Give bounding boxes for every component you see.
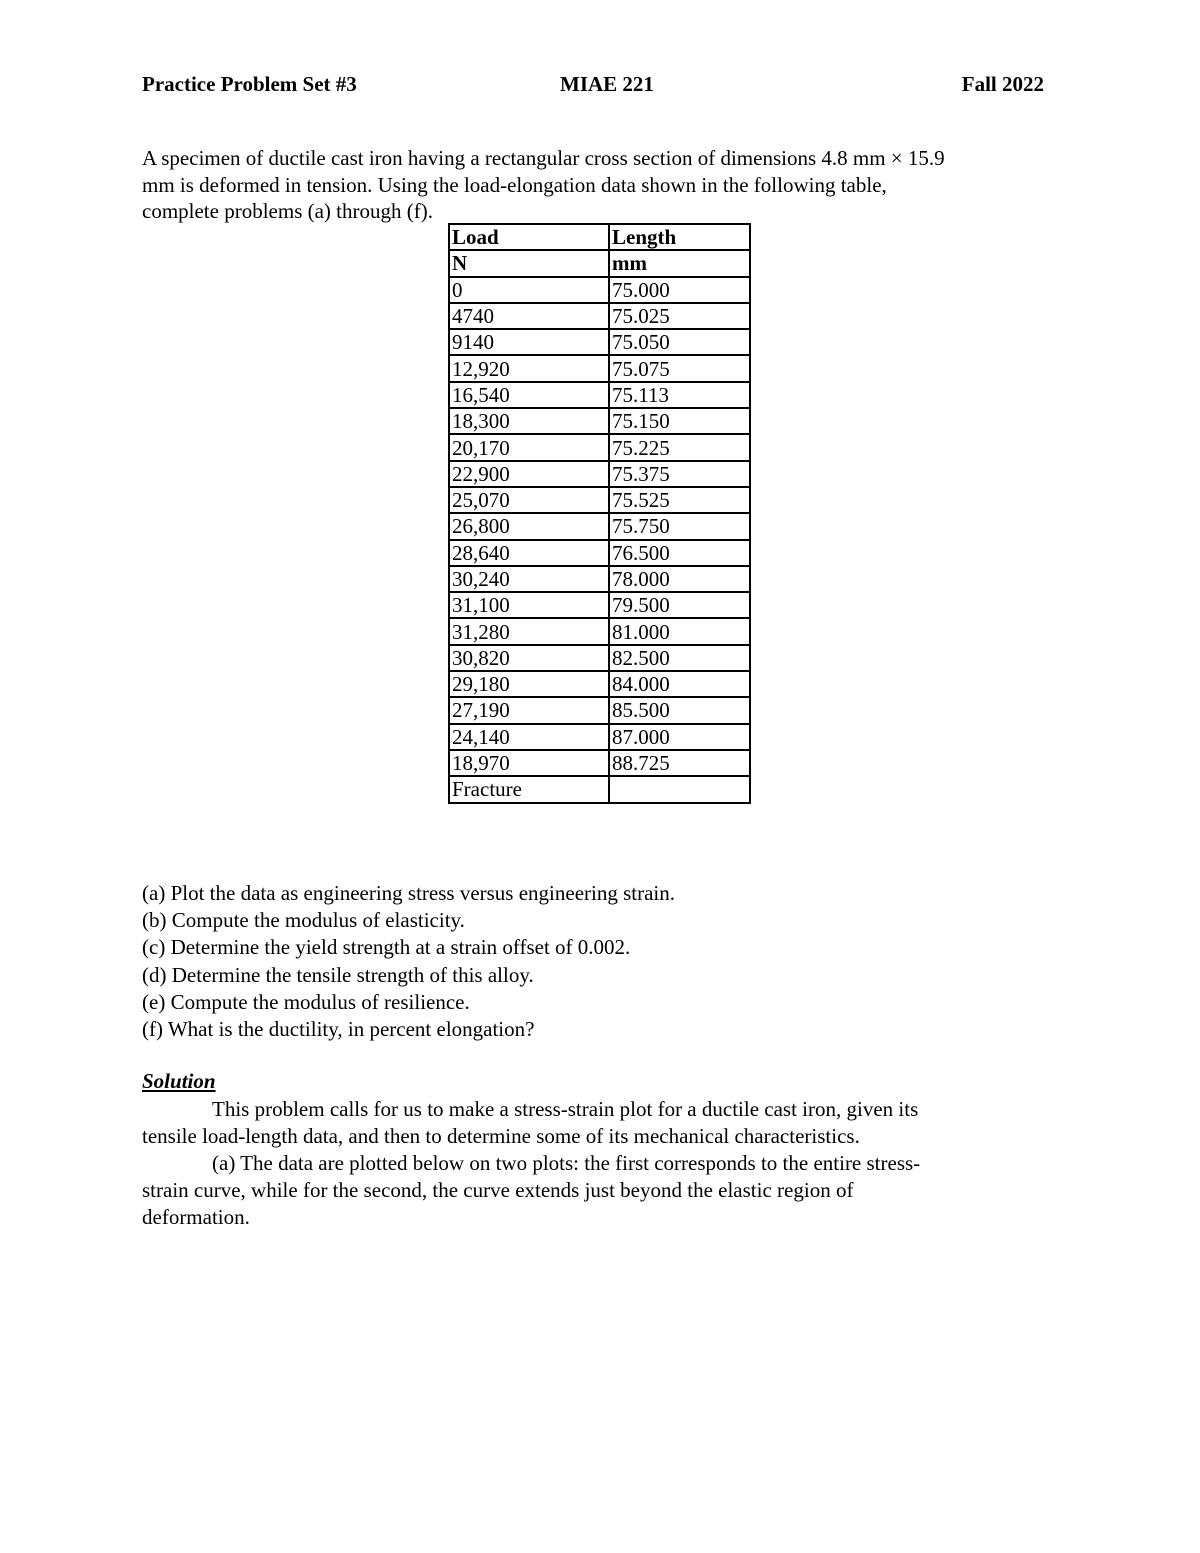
load-cell: 26,800 (449, 513, 609, 539)
solution-line: deformation. (142, 1205, 250, 1229)
table-row (449, 645, 750, 671)
load-cell: 30,240 (449, 566, 609, 592)
unit-load: N (449, 250, 609, 276)
problem-line: mm is deformed in tension. Using the load-elongation data shown in the following table, (142, 172, 887, 197)
length-cell: 75.075 (609, 355, 750, 381)
question-label: (e) (142, 989, 166, 1014)
question-item (142, 962, 675, 989)
table-row (449, 671, 750, 697)
length-cell: 78.000 (609, 566, 750, 592)
load-cell: 30,820 (449, 645, 609, 671)
load-cell: 25,070 (449, 487, 609, 513)
question-label: (b) (142, 908, 167, 933)
table-units-row (449, 250, 750, 276)
table-row (449, 750, 750, 776)
question-text: Compute the modulus of elasticity. (166, 908, 465, 933)
page-header (142, 72, 1044, 100)
table-row (449, 408, 750, 434)
question-item (142, 907, 675, 934)
length-cell: 75.113 (609, 382, 750, 408)
solution-line: tensile load-length data, and then to determine some of its mechanical characteristics. (142, 1124, 860, 1148)
solution-title: Solution (142, 1069, 216, 1093)
table-row (449, 776, 750, 802)
table-row (449, 329, 750, 355)
length-cell: 75.025 (609, 303, 750, 329)
length-cell (609, 776, 750, 802)
table-row (449, 487, 750, 513)
question-text: Plot the data as engineering stress versus engineering strain. (165, 881, 676, 905)
question-label: (f) (142, 1017, 163, 1042)
table-row (449, 697, 750, 723)
load-cell: 31,100 (449, 592, 609, 618)
table-row (449, 303, 750, 329)
question-text: Determine the yield strength at a strain offset of 0.002. (165, 935, 631, 960)
length-cell: 75.000 (609, 277, 750, 303)
question-item (142, 880, 675, 907)
length-cell: 87.000 (609, 724, 750, 750)
solution-line: This problem calls for us to make a stress-strain plot for a ductile cast iron, given its (212, 1097, 919, 1121)
length-cell: 79.500 (609, 592, 750, 618)
length-cell: 75.750 (609, 513, 750, 539)
table-row (449, 277, 750, 303)
load-cell: 0 (449, 277, 609, 303)
load-cell: 4740 (449, 303, 609, 329)
question-label: (a) (142, 881, 166, 905)
length-cell: 75.225 (609, 434, 750, 460)
load-cell: 24,140 (449, 724, 609, 750)
table-row (449, 592, 750, 618)
table-row (449, 618, 750, 644)
header-term: Fall 2022 (961, 72, 1044, 96)
load-cell: 27,190 (449, 697, 609, 723)
load-cell: 22,900 (449, 461, 609, 487)
solution-text (142, 1096, 1052, 1231)
question-text: Compute the modulus of resilience. (165, 989, 470, 1014)
load-length-table (448, 223, 751, 804)
load-cell: Fracture (449, 776, 609, 802)
solution-line: strain curve, while for the second, the curve extends just beyond the elastic region of (142, 1178, 854, 1202)
question-item (142, 934, 675, 961)
table-row (449, 355, 750, 381)
length-cell: 84.000 (609, 671, 750, 697)
load-cell: 29,180 (449, 671, 609, 697)
length-cell: 82.500 (609, 645, 750, 671)
unit-length: mm (609, 250, 750, 276)
load-cell: 16,540 (449, 382, 609, 408)
length-cell: 85.500 (609, 697, 750, 723)
table-row (449, 540, 750, 566)
table-row (449, 461, 750, 487)
problem-line: A specimen of ductile cast iron having a rectangular cross section of dimensions 4.8 mm × 15.9 (142, 146, 945, 170)
length-cell: 81.000 (609, 618, 750, 644)
header-course: MIAE 221 (560, 72, 654, 96)
table-row (449, 513, 750, 539)
table-row (449, 382, 750, 408)
load-cell: 20,170 (449, 434, 609, 460)
load-cell: 18,300 (449, 408, 609, 434)
load-cell: 31,280 (449, 618, 609, 644)
length-cell: 75.050 (609, 329, 750, 355)
load-cell: 28,640 (449, 540, 609, 566)
table-row (449, 566, 750, 592)
header-load: Load (449, 224, 609, 250)
length-cell: 75.375 (609, 461, 750, 487)
problem-line: complete problems (a) through (f). (142, 199, 433, 223)
question-list (142, 880, 675, 1043)
question-label: (d) (142, 962, 167, 987)
table-header-row (449, 224, 750, 250)
question-text: Determine the tensile strength of this alloy. (166, 962, 534, 987)
question-label: (c) (142, 935, 166, 960)
length-cell: 88.725 (609, 750, 750, 776)
question-item (142, 989, 675, 1016)
question-text: What is the ductility, in percent elongation? (162, 1017, 535, 1042)
header-left: Practice Problem Set #3 (142, 72, 357, 96)
problem-statement (142, 145, 1052, 225)
table-row (449, 724, 750, 750)
load-cell: 9140 (449, 329, 609, 355)
length-cell: 75.525 (609, 487, 750, 513)
table-row (449, 434, 750, 460)
solution-line: (a) The data are plotted below on two plots: the first corresponds to the entire stress- (212, 1151, 921, 1175)
length-cell: 76.500 (609, 540, 750, 566)
load-cell: 12,920 (449, 355, 609, 381)
load-cell: 18,970 (449, 750, 609, 776)
question-item (142, 1016, 675, 1043)
length-cell: 75.150 (609, 408, 750, 434)
header-length: Length (609, 224, 750, 250)
